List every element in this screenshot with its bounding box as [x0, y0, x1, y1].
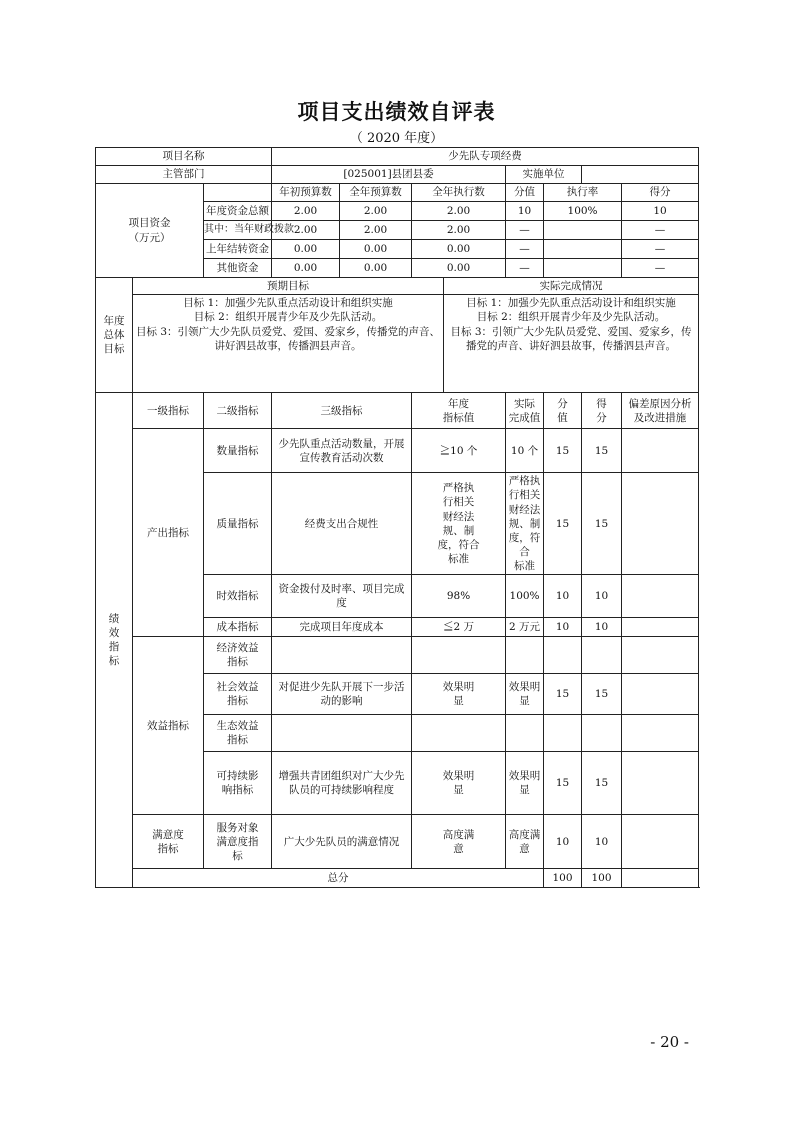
funds-cell — [544, 240, 622, 259]
indicator-l3: 经费支出合规性 — [272, 473, 412, 575]
funds-cell: — — [622, 259, 699, 278]
funds-header: 全年预算数 — [340, 184, 412, 202]
indicator-reason — [622, 473, 699, 575]
funds-cell: 0.00 — [412, 240, 506, 259]
indicator-actual — [506, 637, 544, 674]
indicator-l3: 广大少先队员的满意情况 — [272, 815, 412, 869]
goals-expected-text: 目标 1：加强少先队重点活动设计和组织实施 目标 2：组织开展青少年及少先队活动。 目标 3：引领广大少先队员爱党、爱国、爱家乡，传播党的声音、讲好泗县故事，传播泗县声音。 — [133, 295, 444, 393]
indicator-l2: 服务对象 满意度指 标 — [204, 815, 272, 869]
indicator-reason — [622, 618, 699, 637]
funds-cell: 2.00 — [412, 221, 506, 240]
indicator-score: 15 — [544, 674, 582, 715]
indicator-l2: 生态效益 指标 — [204, 715, 272, 752]
indicator-l3 — [272, 637, 412, 674]
indicator-header-level2: 二级指标 — [204, 393, 272, 429]
funds-cell: 2.00 — [340, 202, 412, 221]
document-subtitle: （ 2020 年度） — [349, 131, 444, 146]
indicator-header-target: 年度 指标值 — [412, 393, 506, 429]
indicator-got: 15 — [582, 429, 622, 473]
funds-row-label: 其中：当年财政拨款 — [204, 221, 272, 240]
indicator-score: 10 — [544, 618, 582, 637]
indicator-row — [96, 815, 699, 869]
indicator-actual: 10 个 — [506, 429, 544, 473]
funds-cell: — — [506, 240, 544, 259]
indicator-actual: 效果明 显 — [506, 752, 544, 815]
indicator-group-benefit: 效益指标 — [133, 637, 204, 815]
indicator-reason — [622, 715, 699, 752]
funds-header: 得分 — [622, 184, 699, 202]
indicator-score: 15 — [544, 429, 582, 473]
indicator-l2: 质量指标 — [204, 473, 272, 575]
funds-cell: 10 — [506, 202, 544, 221]
indicator-reason — [622, 752, 699, 815]
department-label: 主管部门 — [96, 166, 272, 184]
implementing-unit-value — [582, 166, 699, 184]
project-name-row — [96, 148, 699, 166]
indicator-target — [412, 715, 506, 752]
funds-cell: 100% — [544, 202, 622, 221]
indicator-header-got: 得 分 — [582, 393, 622, 429]
total-reason — [622, 869, 699, 888]
funds-cell: 0.00 — [340, 259, 412, 278]
indicator-row — [96, 637, 699, 674]
funds-cell: — — [506, 259, 544, 278]
indicator-actual: 高度满 意 — [506, 815, 544, 869]
indicator-group-output: 产出指标 — [133, 429, 204, 637]
goals-actual-text: 目标 1：加强少先队重点活动设计和组织实施 目标 2：组织开展青少年及少先队活动。 目标 3：引领广大少先队员爱党、爱国、爱家乡，传播党的声音、讲好泗县故事，传播泗县声音。 — [444, 295, 699, 393]
funds-cell — [544, 221, 622, 240]
funds-cell: — — [622, 240, 699, 259]
indicator-score: 10 — [544, 815, 582, 869]
indicator-target: 效果明 显 — [412, 674, 506, 715]
indicator-l3: 增强共青团组织对广大少先队员的可持续影响程度 — [272, 752, 412, 815]
document-title: 项目支出绩效自评表 — [297, 99, 496, 124]
funds-cell: 2.00 — [272, 202, 340, 221]
indicator-reason — [622, 429, 699, 473]
indicator-l3: 少先队重点活动数量，开展宣传教育活动次数 — [272, 429, 412, 473]
goals-section-label: 年度 总体 目标 — [96, 278, 133, 393]
funds-cell: — — [506, 221, 544, 240]
funds-cell: 0.00 — [272, 259, 340, 278]
indicator-got — [582, 715, 622, 752]
indicator-l3 — [272, 715, 412, 752]
indicator-target: ≧10 个 — [412, 429, 506, 473]
indicator-row — [96, 429, 699, 473]
indicator-got: 15 — [582, 473, 622, 575]
indicator-l2: 经济效益 指标 — [204, 637, 272, 674]
indicators-section-label: 绩 效 指 标 — [96, 393, 133, 888]
funds-cell — [544, 259, 622, 278]
total-score: 100 — [544, 869, 582, 888]
funds-cell: 0.00 — [412, 259, 506, 278]
indicator-got — [582, 637, 622, 674]
indicator-l3: 资金拨付及时率、项目完成度 — [272, 575, 412, 618]
indicator-reason — [622, 674, 699, 715]
funds-cell: 0.00 — [272, 240, 340, 259]
indicator-score: 10 — [544, 575, 582, 618]
indicator-l2: 可持续影 响指标 — [204, 752, 272, 815]
funds-row-label: 年度资金总额 — [204, 202, 272, 221]
funds-header-row — [96, 184, 699, 202]
indicator-reason — [622, 637, 699, 674]
indicator-reason — [622, 575, 699, 618]
indicator-target: 效果明 显 — [412, 752, 506, 815]
indicators-header-row — [96, 393, 699, 429]
department-row — [96, 166, 699, 184]
indicator-score: 15 — [544, 752, 582, 815]
indicator-header-actual: 实际 完成值 — [506, 393, 544, 429]
indicator-header-reason: 偏差原因分析 及改进措施 — [622, 393, 699, 429]
indicator-got: 10 — [582, 618, 622, 637]
total-label: 总分 — [133, 869, 544, 888]
funds-row-label: 其他资金 — [204, 259, 272, 278]
funds-cell: 2.00 — [340, 221, 412, 240]
indicator-got: 15 — [582, 674, 622, 715]
indicator-got: 10 — [582, 575, 622, 618]
total-row — [96, 869, 699, 888]
funds-header: 执行率 — [544, 184, 622, 202]
indicator-l2: 成本指标 — [204, 618, 272, 637]
goals-actual-header: 实际完成情况 — [444, 278, 699, 295]
indicator-header-level1: 一级指标 — [133, 393, 204, 429]
indicator-got: 10 — [582, 815, 622, 869]
indicator-l3: 完成项目年度成本 — [272, 618, 412, 637]
indicator-target — [412, 637, 506, 674]
indicator-actual: 效果明 显 — [506, 674, 544, 715]
indicator-target: ≦2 万 — [412, 618, 506, 637]
indicator-got: 15 — [582, 752, 622, 815]
indicator-actual — [506, 715, 544, 752]
funds-cell: 10 — [622, 202, 699, 221]
funds-cell: 2.00 — [272, 221, 340, 240]
funds-header: 分值 — [506, 184, 544, 202]
funds-row-label: 上年结转资金 — [204, 240, 272, 259]
indicator-score — [544, 715, 582, 752]
indicator-score — [544, 637, 582, 674]
indicator-l3: 对促进少先队开展下一步活动的影响 — [272, 674, 412, 715]
indicator-target: 98% — [412, 575, 506, 618]
project-name-label: 项目名称 — [96, 148, 272, 166]
goals-content-row — [96, 295, 699, 393]
funds-section-label: 项目资金 （万元） — [96, 184, 204, 278]
indicator-reason — [622, 815, 699, 869]
funds-corner-cell — [204, 184, 272, 202]
funds-header: 全年执行数 — [412, 184, 506, 202]
funds-cell: — — [622, 221, 699, 240]
indicator-group-satisfaction: 满意度 指标 — [133, 815, 204, 869]
indicator-score: 15 — [544, 473, 582, 575]
indicator-target: 严格执 行相关 财经法 规、制 度，符合 标准 — [412, 473, 506, 575]
indicator-header-score: 分 值 — [544, 393, 582, 429]
indicator-l2: 社会效益 指标 — [204, 674, 272, 715]
total-got: 100 — [582, 869, 622, 888]
department-value: [025001]县团县委 — [272, 166, 506, 184]
indicator-l2: 数量指标 — [204, 429, 272, 473]
indicator-actual: 严格执 行相关 财经法 规、制 度，符合 标准 — [506, 473, 544, 575]
page-number: - 20 - — [650, 1033, 689, 1051]
indicator-actual: 100% — [506, 575, 544, 618]
funds-header: 年初预算数 — [272, 184, 340, 202]
implementing-unit-label: 实施单位 — [506, 166, 582, 184]
project-name-value: 少先队专项经费 — [272, 148, 699, 166]
indicator-l2: 时效指标 — [204, 575, 272, 618]
indicator-target: 高度满 意 — [412, 815, 506, 869]
goals-header-row — [96, 278, 699, 295]
goals-expected-header: 预期目标 — [133, 278, 444, 295]
indicator-header-level3: 三级指标 — [272, 393, 412, 429]
funds-cell: 2.00 — [412, 202, 506, 221]
evaluation-table — [95, 147, 699, 888]
indicator-actual: 2 万元 — [506, 618, 544, 637]
funds-cell: 0.00 — [340, 240, 412, 259]
